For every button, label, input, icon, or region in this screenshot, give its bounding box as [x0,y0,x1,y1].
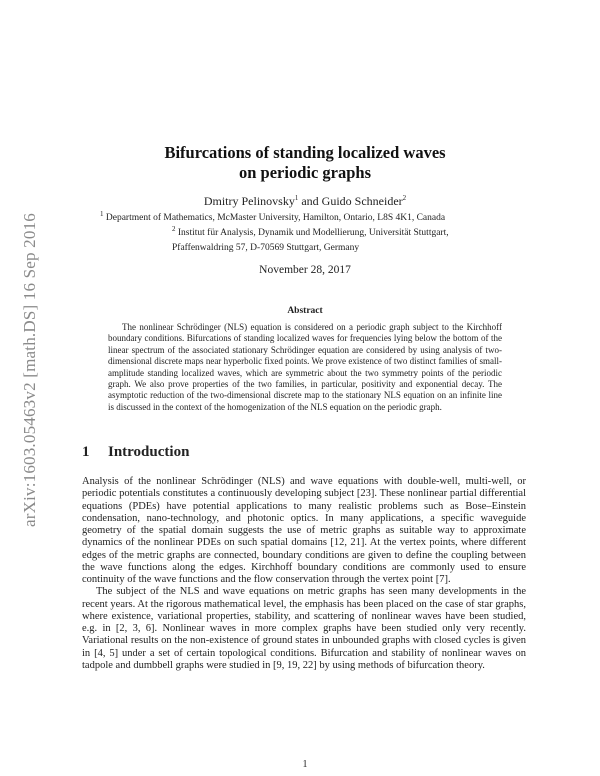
author-name: Dmitry Pelinovsky [203,194,295,208]
page-number: 1 [302,759,308,770]
section-heading [82,444,189,461]
paragraph: Analysis of the nonlinear Schrödinger (NLS) and wave equations with double-well, multi-well, or periodic potentials constitutes a continuously developing subject [23]. These nonlinear partial differential equations (PDEs) have potential applications to many realistic problems such as Bose–Einstein condensation, nano-technology, and photonic optics. In many applications, a specific waveguide geometry of the spatial domain suggests the use of metric graphs as suitable way to approximate dynamics of the nonlinear PDEs on such spatial domains [12, 21]. At the vertex points, where different edges of the metric graphs are connected, boundary conditions are given to define the coupling between the wave functions along the edges. Kirchhoff boundary conditions are commonly used to ensure continuity of the wave functions and the flow conservation through the vertex point [7]. [82,476,526,585]
affiliation-2-address [100,241,510,256]
title-line-1: Bifurcations of standing localized waves [164,143,446,162]
affiliation-text: Department of Mathematics, McMaster University, Hamilton, Ontario, L8S 4K1, Canada [105,213,446,223]
affiliation-mark: 2 [172,224,176,233]
paper-date: November 28, 2017 [259,264,351,276]
author-affiliation-mark: 2 [402,194,407,202]
abstract-text: The nonlinear Schrödinger (NLS) equation is considered on a periodic graph subject to the Kirchhoff boundary conditions. Bifurcations of standing localized waves for frequencies lying below the bottom of the linear spectrum of the associated stationary Schrödinger equation are considered by using analysis of two-dimensional discrete maps near hyperbolic fixed points. We prove existence of two distinct families of small-amplitude standing localized waves, which are symmetric about the two symmetry points of the periodic graph. We also prove properties of the two families, in particular, positivity and exponential decay. The asymptotic reduction of the two-dimensional discrete map to the stationary NLS equation on an infinite line is discussed in the context of the homogenization of the NLS equation on the periodic graph. [108,322,502,412]
author-affiliation-mark: 1 [294,194,299,202]
paragraph: The subject of the NLS and wave equations on metric graphs has seen many developments in the recent years. At the rigorous mathematical level, the emphasis has been placed on the case of star graphs, where existence, variational properties, stability, and scattering of nonlinear waves have been studied, e.g. in [2, 3, 6]. Nonlinear waves in more complex graphs have been studied only very recently. Variational results on the non-existence of ground states in unbounded graphs with closed cycles is given in [4, 5] under a set of certain topological conditions. Bifurcation and stability of nonlinear waves on tadpole and dumbbell graphs were studied in [9, 19, 22] by using methods of bifurcation theory. [82,586,526,671]
affiliation-text: Institut für Analysis, Dynamik und Modellierung, Universität Stuttgart, [177,228,449,238]
arxiv-sidebar-stamp [10,170,50,570]
author-list [80,194,530,209]
section-number: 1 [82,444,90,460]
paper-title [80,143,530,183]
affiliation-text: Pfaffenwaldring 57, D-70569 Stuttgart, Germany [172,243,360,253]
affiliations [100,211,510,256]
affiliation-2 [100,226,510,241]
section-title: Introduction [108,444,190,460]
affiliation-1 [100,211,510,226]
author-conjunction: and [301,194,319,208]
section-body [82,476,526,672]
arxiv-identifier: arXiv:1603.05463v2 [math.DS] 16 Sep 2016 [20,213,39,527]
affiliation-mark: 1 [100,209,104,218]
title-line-2: on periodic graphs [238,163,372,182]
abstract-heading: Abstract [287,306,323,316]
author-name: Guido Schneider [321,194,403,208]
